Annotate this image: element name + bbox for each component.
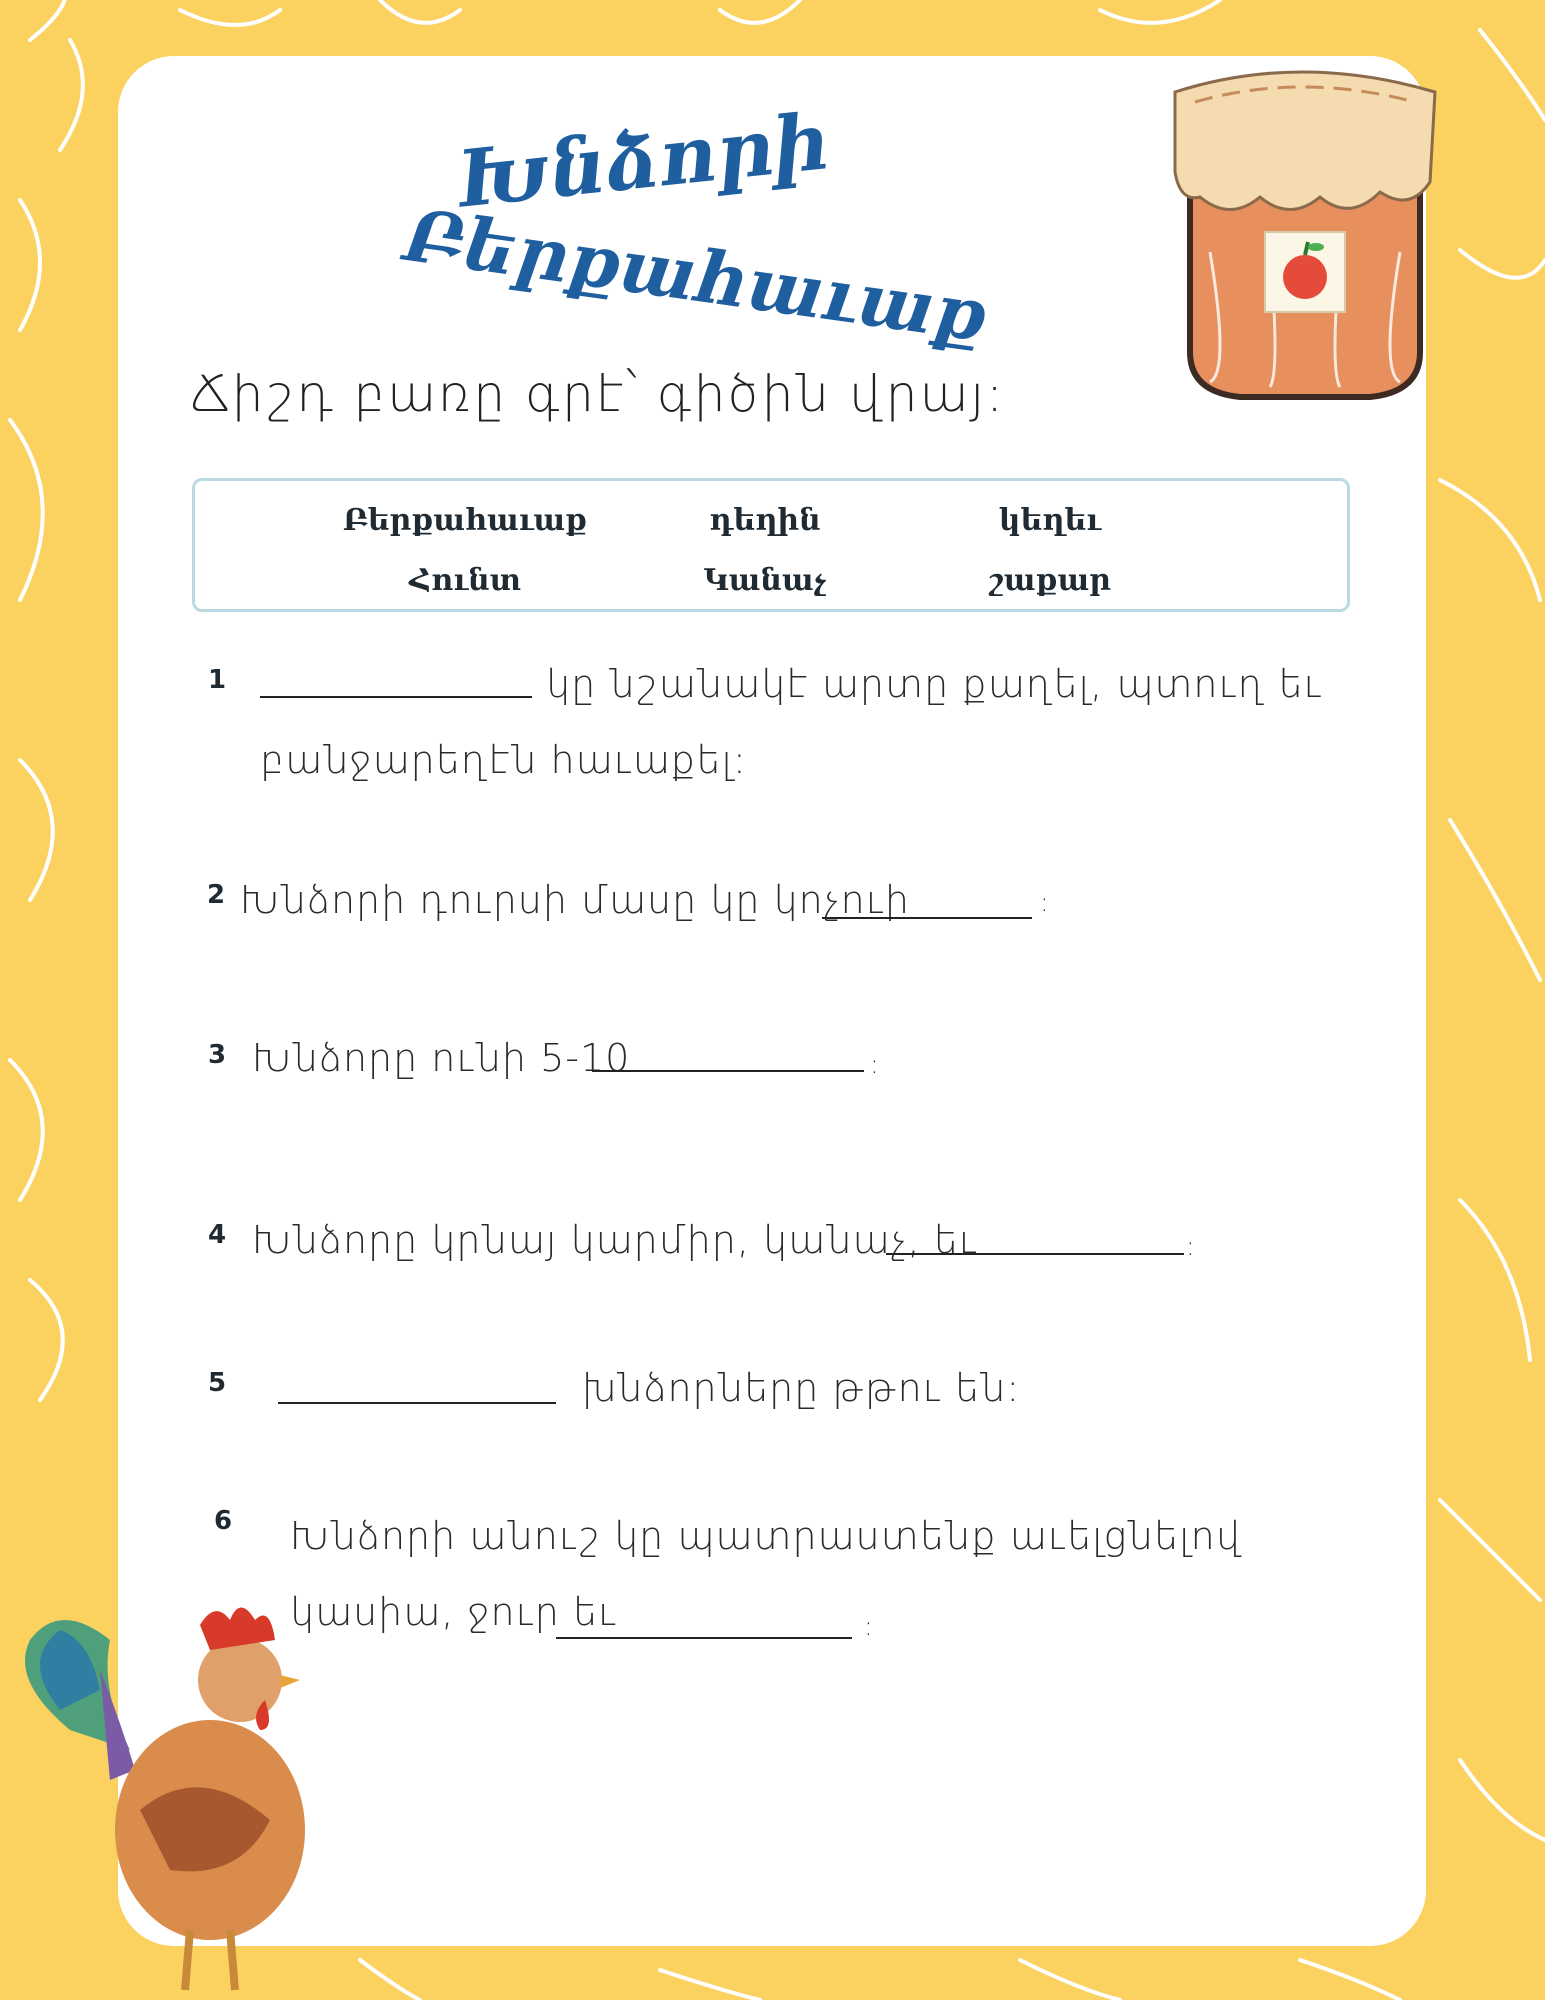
word-bank-item: կեղեւ bbox=[998, 503, 1102, 538]
question-3-number: 3 bbox=[208, 1040, 227, 1070]
word-bank-item: դեղին bbox=[709, 503, 821, 538]
question-4-blank[interactable] bbox=[886, 1253, 1184, 1255]
question-3-end: ։ bbox=[870, 1050, 880, 1080]
question-1-number: 1 bbox=[208, 665, 227, 695]
word-bank-item: Բերքահաւաք bbox=[342, 503, 588, 538]
question-2-blank[interactable] bbox=[822, 917, 1032, 919]
word-bank-item: Հունտ bbox=[409, 563, 521, 598]
question-2-text: Խնձորի դուրսի մասը կը կոչուի bbox=[240, 878, 910, 922]
question-6-text: Խնձորի անուշ կը պատրաստենք աւելցնելով bbox=[290, 1514, 1244, 1558]
question-5-number: 5 bbox=[208, 1368, 227, 1398]
question-4-text: Խնձորը կրնայ կարմիր, կանաչ, եւ bbox=[252, 1218, 978, 1262]
word-bank-item: Կանաչ bbox=[703, 563, 827, 598]
question-4-number: 4 bbox=[208, 1220, 227, 1250]
question-4-end: ։ bbox=[1186, 1232, 1196, 1262]
title-artwork bbox=[380, 95, 993, 358]
question-6-number: 6 bbox=[214, 1506, 233, 1536]
instruction-heading: Ճիշդ բառը գրէ՝ գիծին վրայ։ bbox=[190, 365, 1005, 423]
question-1-text: կը նշանակէ արտը քաղել, պտուղ եւ bbox=[546, 662, 1323, 706]
title-line-2: Բերքահաւաք bbox=[399, 192, 993, 358]
jam-jar-illustration bbox=[1150, 52, 1450, 412]
question-6-blank[interactable] bbox=[556, 1637, 852, 1639]
question-3-text: Խնձորը ունի 5-10 bbox=[252, 1036, 631, 1080]
question-2-number: 2 bbox=[207, 880, 226, 910]
question-2-end: ։ bbox=[1040, 888, 1050, 918]
title-line-1: Խնձորի bbox=[453, 96, 834, 226]
word-bank-item: շաքար bbox=[989, 563, 1111, 598]
question-1-text-line2: բանջարեղէն հաւաքել։ bbox=[260, 738, 747, 782]
question-5-text: խնձորները թթու են։ bbox=[582, 1366, 1021, 1410]
question-5-blank[interactable] bbox=[278, 1402, 556, 1404]
question-3-blank[interactable] bbox=[592, 1070, 864, 1072]
question-6-end: ։ bbox=[864, 1612, 874, 1642]
question-6-text-line2: կասիա, ջուր եւ bbox=[290, 1590, 618, 1634]
question-1-blank[interactable] bbox=[260, 696, 532, 698]
word-bank-box bbox=[192, 478, 1350, 612]
rooster-illustration bbox=[0, 1580, 320, 2000]
